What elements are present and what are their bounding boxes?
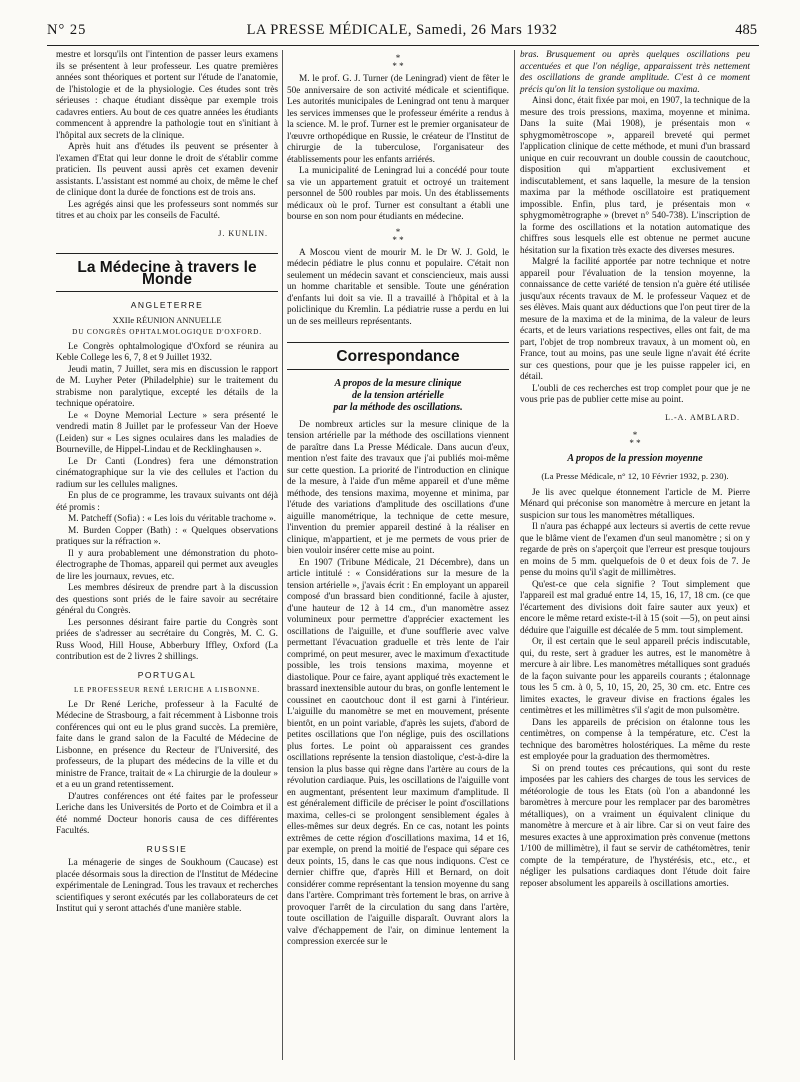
column-1 bbox=[56, 50, 278, 1060]
paragraph: Il n'aura pas échappé aux lecteurs si avertis de cette revue que le blâme vient de l'examen d'un seul manomètre ; si on y regarde de près on s'aperçoit que l'erreur est presque toujours en moins de 5 mm. quelquefois de 0 et deux fois de 7. Je pense du moins qu'il s'agit de millimètres. bbox=[520, 522, 750, 578]
paragraph: Les membres désireux de prendre part à la discussion des questions sont priés de le faire savoir au secrétaire général du Congrès. bbox=[56, 583, 278, 616]
article-title bbox=[287, 378, 509, 414]
paragraph: Je lis avec quelque étonnement l'article de M. Pierre Ménard qui préconise son manomètre à mercure en jetant la suspicion sur tous les manomètres métalliques. bbox=[520, 487, 750, 521]
article-reference: (La Presse Médicale, n° 12, 10 Février 1932, p. 230). bbox=[541, 471, 729, 481]
section-title: La Médecine à travers le Monde bbox=[56, 253, 278, 292]
paragraph: En plus de ce programme, les travaux suivants ont déjà été promis : bbox=[56, 491, 278, 513]
subheading: DU CONGRÈS OPHTALMOLOGIQUE D'OXFORD. bbox=[72, 327, 262, 336]
paragraph: Si on prend toutes ces précautions, qui sont du reste imposées par les cahiers des charges de tous les services de météorologie de tous les Etats (où l'on a abandonné les baromètres à mercure pour les remplacer par des baromètres métalliques), on a vraiment un équivalent clinique du manomètre à mercure et à air libre. Car si on veut faire des mesures exactes à une approximation près convenue (mettons 1/100 de millimètre), il faut se servir de cathétomètres, tenir compte de la température, de l'hystérésis, etc., etc., et négliger les pulsations cardiaques dont l'étude doit faire reposer absolument les appareils à oscillations amorties. bbox=[520, 763, 750, 889]
column-3 bbox=[520, 50, 750, 1060]
issue-number: N° 25 bbox=[47, 22, 87, 38]
column-2 bbox=[287, 50, 509, 1060]
paragraph: M. Patcheff (Sofia) : « Les lois du véritable trachome ». bbox=[68, 514, 276, 524]
paragraph: Après huit ans d'études ils peuvent se présenter à l'examen d'Etat qui leur donne le droit de s'établir comme praticien. Ils peuvent aussi après cet examen devenir assistants. L'assistant est nommé au choix, de même le chef de clinique dont la durée de fonctions est de trois ans. bbox=[56, 142, 278, 198]
subheading: LE PROFESSEUR RENÉ LERICHE A LISBONNE. bbox=[73, 685, 261, 694]
paragraph: Qu'est-ce que cela signifie ? Tout simplement que l'appareil est mal gradué entre 14, 15, 16, 17, 18 cm. (ce que l'écartement des divisions doit faire sauter aux yeux) et encore le même retard existe-t-il à 15 (soit —5), on peut ainsi déduire que l'aiguille est décalée de 5 mm. tout simplement. bbox=[520, 579, 750, 636]
paragraph: Jeudi matin, 7 Juillet, sera mis en discussion le rapport de M. Luyher Peter (Philadelphie) sur le traitement du strabisme non paralytique, excepté les détails de la technique opératoire. bbox=[56, 364, 278, 409]
paragraph: Le « Doyne Memorial Lecture » sera présenté le vendredi matin 8 Juillet par le professeur Van der Hoeve (Leiden) sur « Les signes oculaires dans les maladies de Bourneville, de Hippel-Lindau et de Recklinghausen ». bbox=[56, 410, 278, 455]
article-title-line: de la tension artérielle bbox=[352, 389, 444, 401]
paragraph: mestre et lorsqu'ils ont l'intention de passer leurs examens ils se présentent à leur professeur. Les quatre premières années sont théoriques et portent sur l'étude de l'anatomie, de l'histologie et de la physiologie. Ces études sont très sérieuses : chaque étudiant dissèque par exemple trois cadavres entiers. Au bout de ces quatre années les étudiants commencent à apprendre la pathologie tout en s'initiant à l'hôpital aux secrets de la clinique. bbox=[56, 50, 278, 141]
paragraph: Les agrégés ainsi que les professeurs sont nommés sur titres et au choix par les conseils de Faculté. bbox=[56, 199, 278, 221]
article-title: A propos de la pression moyenne bbox=[567, 453, 703, 464]
paragraph: La ménagerie de singes de Soukhoum (Caucase) est placée désormais sous la direction de l'Institut de Médecine expérimentale de Leningrad. Tous les travaux et recherches scientifiques y seront exécutés par les collaborateurs de cet Institut qui y seront attachés d'une manière stable. bbox=[56, 858, 278, 914]
country-heading: RUSSIE bbox=[146, 843, 188, 854]
paragraph: Or, il est certain que le seul appareil précis indiscutable, qui, du reste, sert à graduer les autres, est le manomètre à mercure à air libre. Les manomètres métalliques sont gradués de la façon suivante pour les appareils courants ; étalonnage tous les 5 cm. à 0, 5, 10, 15, 20, 25, 30 cm. etc. Entre ces limites exactes, le graveur divise en fractions égales les centimètres et les millimètres s'il s'agit de mon pulsomètre. bbox=[520, 637, 750, 716]
paragraph: D'autres conférences ont été faites par le professeur Leriche dans les Universités de Porto et de Coimbra et il a été nommé Docteur honoris causa de ces différentes Facultés. bbox=[56, 791, 278, 836]
separator-asterisks: * * * bbox=[629, 430, 641, 448]
header-rule bbox=[47, 45, 759, 46]
column-divider bbox=[514, 50, 515, 1060]
country-heading: PORTUGAL bbox=[137, 669, 197, 680]
section-title: Correspondance bbox=[287, 342, 509, 370]
paragraph: De nombreux articles sur la mesure clinique de la tension artérielle par la méthode des oscillations viennent de paraître dans La Presse Médicale. Dans aucun d'eux, mention n'est faite des travaux que j'ai publiés moi-même sur cette question. La priorité de l'introduction en clinique de la mesure, à l'aide d'un même appareil et d'une même méthode, des tensions maxima, moyenne et minima, par l'étude des variations d'amplitude des oscillations d'une aiguille manométrique, la technique de cette mesure, l'invention du premier appareil destiné à la réaliser en clinique, m'appartient, et je me permets de vous prier de bien vouloir insérer cette mise au point. bbox=[287, 419, 509, 556]
paragraph: M. Burden Copper (Bath) : « Quelques observations pratiques sur la réfraction ». bbox=[56, 525, 278, 547]
paragraph: Malgré la facilité apportée par notre technique et notre appareil pour l'évaluation de la tension moyenne, la connaissance de cette variété de tension n'a guère été utilisée jusqu'aux récents travaux de M. le professeur Vaquez et de ses élèves. Mais quant aux déductions que l'on peut tirer de la mesure de la maxima et de la minima, de la valeur de leurs écarts, et de leurs variations respectives, elles ont fait, de ma part, l'objet de trop nombreux travaux, à un moment où, en France, tout au moins, pas une seule ligne n'avait été écrite sur ces questions, pour que je les puisse rappeler ici, en détail. bbox=[520, 257, 750, 382]
article-title-line: A propos de la mesure clinique bbox=[334, 377, 462, 389]
paragraph: Le Dr René Leriche, professeur à la Faculté de Médecine de Strasbourg, a fait récemment à Lisbonne trois conférences qui ont eu le plus grand succès. La première, faite dans le grand salon de la Faculté de Médecine de Lisbonne, en présence du Recteur de l'Université, des professeurs, de la plupart des médecins de la ville et du ministre de France, traitait de « La chirurgie de la douleur » et a eu un grand retentissement. bbox=[56, 699, 278, 790]
paragraph: bras. Brusquement ou après quelques oscillations peu accentuées et que l'on néglige, apparaissent très nettement des oscillations de grande amplitude. C'est à ce moment précis qu'on lit la tension systolique ou maxima. bbox=[520, 50, 750, 95]
page-header bbox=[47, 22, 757, 44]
journal-title: LA PRESSE MÉDICALE, Samedi, 26 Mars 1932 bbox=[246, 22, 558, 38]
author-signature: L.-A. AMBLARD. bbox=[665, 412, 740, 422]
paragraph: M. le prof. G. J. Turner (de Leningrad) vient de fêter le 50e anniversaire de son activité médicale et scientifique. Les autorités municipales de Leningrad ont tenu à marquer les services immenses que le professeur émérite a rendus à la science. M. le prof. Turner est le premier organisateur de l'œuvre orthopédique en Russie, le créateur de l'Institut de chirurgie de la tuberculose, l'organisateur des établissements pour les enfants arriérés. bbox=[287, 74, 509, 165]
paragraph: Le Congrès ophtalmologique d'Oxford se réunira au Keble College les 6, 7, 8 et 9 Juillet 1932. bbox=[56, 341, 278, 363]
paragraph: Ainsi donc, était fixée par moi, en 1907, la technique de la mesure des trois pressions, maxima, moyenne et minima. Dans la suite (Mai 1908), je présentais mon « sphygmomètroscope », appareil breveté qui permet l'application clinique de cette méthode, et muni d'un brassard unique en cuir recouvrant un double coussin de caoutchouc, disposition qui m'appartient exclusivement et indiscutablement, et sans laquelle, la mesure de la tension maxima par la méthode oscillatoire est pratiquement impossible. Enfin, plus tard, je présentais mon « sphygmomètrographe » (brevet n° 540-738). L'inscription de la forme des oscillations et la notation automatique des chiffres sous lesquels elle est obtenue ne permet aucune hésitation sur la fixation très exacte des diverses mesures. bbox=[520, 96, 750, 256]
separator-asterisks: * * * bbox=[392, 53, 404, 71]
author-signature: J. KUNLIN. bbox=[218, 228, 268, 238]
paragraph: Dans les appareils de précision on étalonne tous les centimètres, on compense à la température, etc. C'est la technique des baromètres holostériques. La même du reste est employée pour la graduation des thermomètres. bbox=[520, 717, 750, 762]
paragraph: L'oubli de ces recherches est trop complet pour que je ne vous prie pas de publier cette mise au point. bbox=[520, 383, 750, 405]
paragraph: A Moscou vient de mourir M. le Dr W. J. Gold, le médecin pédiatre le plus connu et populaire. C'était non seulement un médecin savant et consciencieux, mais aussi un homme charitable et sensible. Toute une génération d'enfants lui doit sa vie. Il a travaillé à l'hôpital et à la policlinique du Kremlin. La pédiatrie russe a perdu en lui un de ses meilleurs représentants. bbox=[287, 247, 509, 327]
country-heading: ANGLETERRE bbox=[130, 300, 204, 310]
paragraph: En 1907 (Tribune Médicale, 21 Décembre), dans un article intitulé : « Considérations sur la mesure de la tension artérielle », j'avais écrit : En employant un appareil composé d'un brassard bien conditionné, facile à ajuster, d'une hauteur de 12 à 14 cm., d'un manomètre assez volumineux pour permettre d'apprécier exactement les oscillations de l'aiguille, et d'une soufflerie avec valve permettant l'évacuation graduelle et très lente de l'air comprimé, on peut mesurer, avec le maximum d'exactitude possible, les trois tensions maxima, moyenne et diastolique. Pour ce faire, ayant appliqué très exactement le brassard inextensible autour du bras, on gonfle lentement le coussinet en caoutchouc dont il est garni à l'intérieur. L'aiguille du manomètre se met en mouvement, présente bientôt, en un point variable, d'après les sujets, d'abord de petites oscillations que l'on néglige, puis des oscillations plus fortes. Le point où apparaissent ces grandes oscillations représente la tension diastolique, c'est-à-dire la tension la plus basse qui règne dans l'artère au cours de la révolution cardiaque. Puis, les oscillations de l'aiguille vont en augmentant, présentent leur maximum d'amplitude. Il est généralement difficile de préciser le point d'oscillations maxima, celles-ci se prolongent sensiblement égales à elles-mêmes sur deux degrés. En ce cas, notant les points extrêmes de cette région d'oscillations maxima, 14 et 16, par exemple, on prend la moitié de l'espace qui sépare ces deux points, 15, dans le cas que nous indiquons. C'est ce dernier chiffre que, d'après Hill et Bernard, on doit considérer comme représentant la tension moyenne du sang dans l'artère. Comprimant très fortement le bras, on arrive à provoquer l'arrêt de la circulation du sang dans l'artère, toute oscillation de l'aiguille disparaît. Ouvrant alors la valve d'échappement de l'air, on diminue lentement la compression exercée sur le bbox=[287, 557, 509, 947]
paragraph: Le Dr Canti (Londres) fera une démonstration cinématographique sur la vie des cellules et l'action du radium sur les cellules malignes. bbox=[56, 456, 278, 490]
separator-asterisks: * * * bbox=[392, 226, 404, 245]
paragraph: La municipalité de Leningrad lui a concédé pour toute sa vie un appartement gratuit et octroyé un traitement personnel de 500 roubles par mois. Un des établissements médicaux où le prof. Turner est consultant a établi une bourse en son nom pour étudiants en médecine. bbox=[287, 166, 509, 222]
article-title-line: par la méthode des oscillations. bbox=[333, 401, 463, 413]
paragraph: Il y aura probablement une démonstration du photo-électrographe de Thomas, appareil qui permet aux aveugles de lire les journaux, revues, etc. bbox=[56, 548, 278, 582]
page-number: 485 bbox=[735, 22, 757, 38]
subheading: XXIIe RÉUNION ANNUELLE bbox=[112, 314, 222, 325]
paragraph: Les personnes désirant faire partie du Congrès sont priées de s'adresser au secrétaire du Congrès, M. C. G. Russ Wood, Hill House, Abberbury Iffley, Oxford (La contribution est de 2 livres 2 shillings. bbox=[56, 617, 278, 662]
column-divider bbox=[282, 50, 283, 1060]
